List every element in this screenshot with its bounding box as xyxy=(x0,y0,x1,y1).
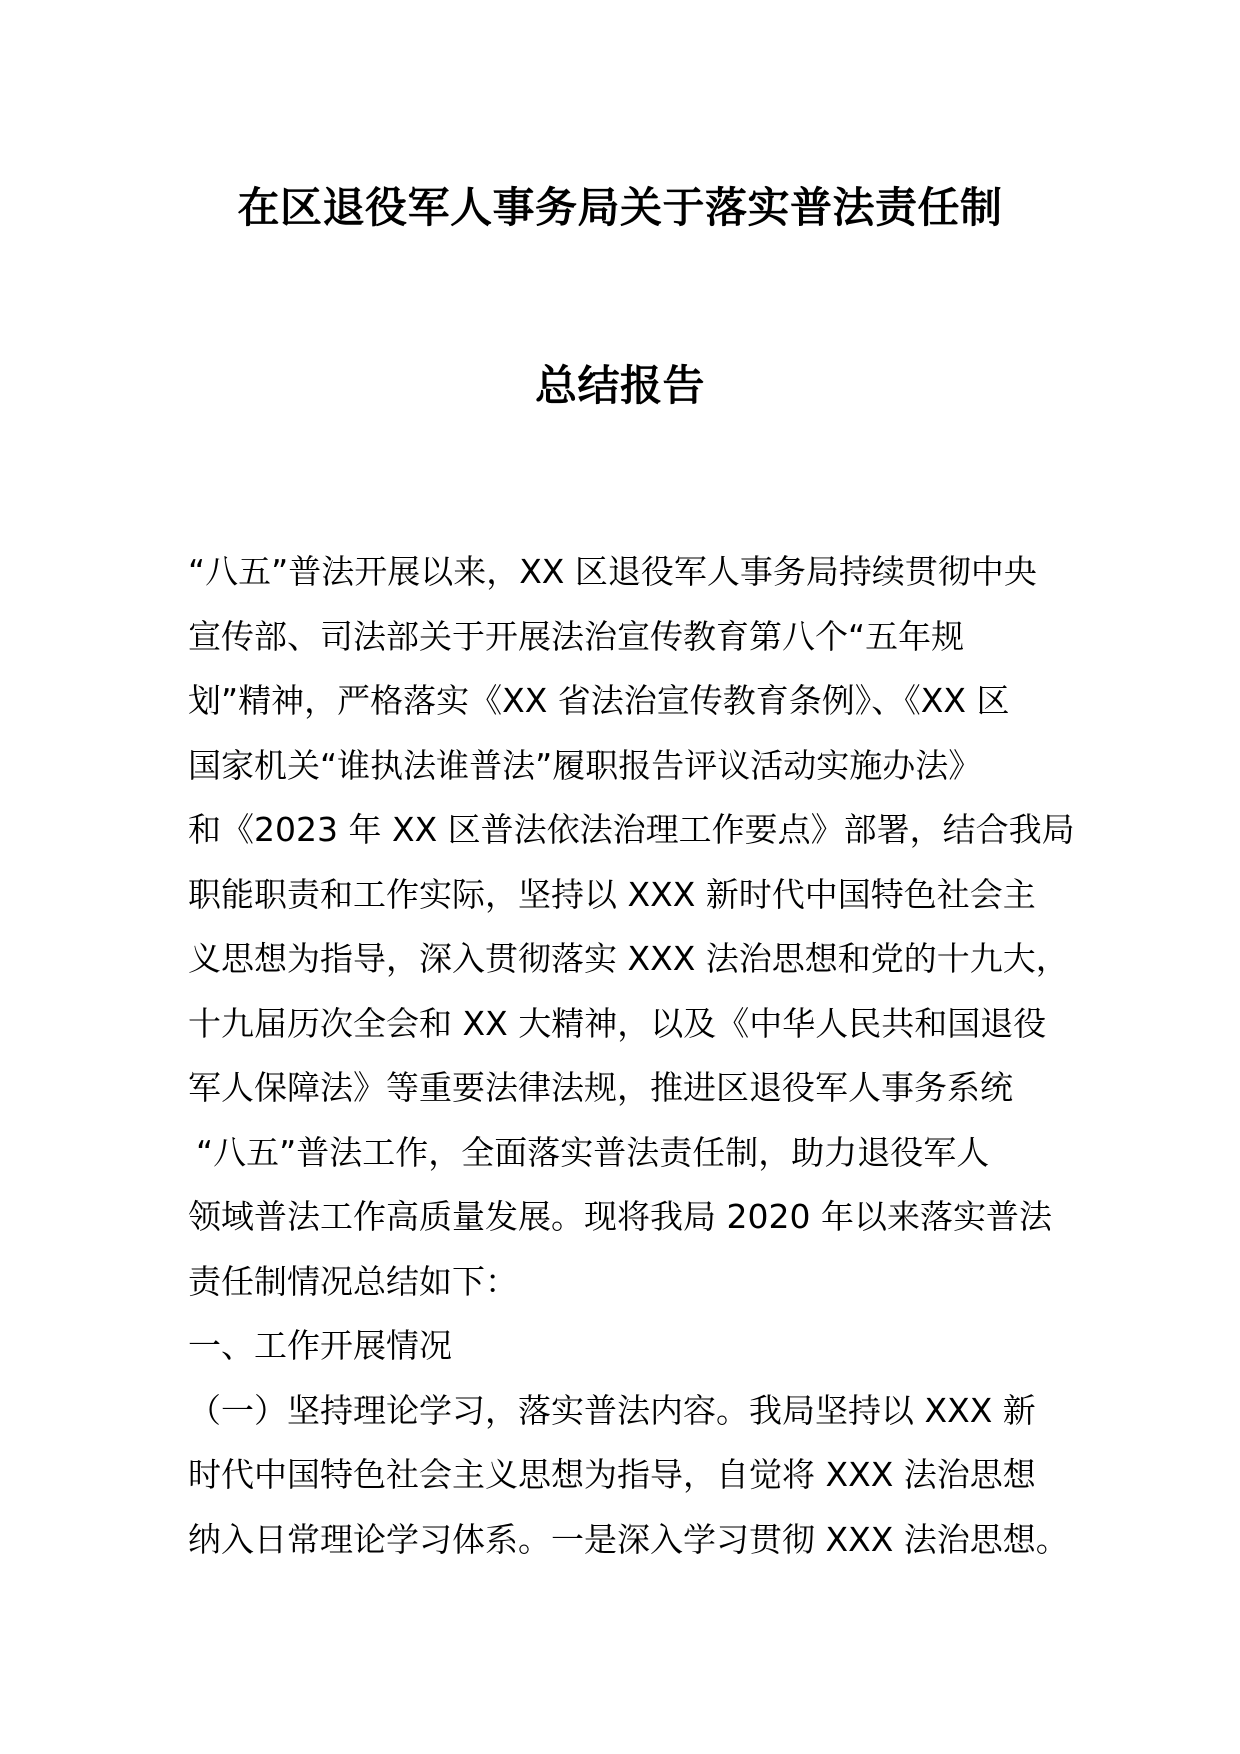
body-line: 时代中国特色社会主义思想为指导，自觉将 XXX 法治思想 xyxy=(188,1455,1036,1494)
body-line: 和《2023 年 XX 区普法依法治理工作要点》部署，结合我局 xyxy=(188,810,1075,849)
body-line: 宣传部、司法部关于开展法治宣传教育第八个“五年规 xyxy=(188,616,965,656)
body-line: 划”精神，严格落实《XX 省法治宣传教育条例》、《XX 区 xyxy=(188,681,1010,720)
section-heading: 一、工作开展情况 xyxy=(188,1326,452,1365)
body-line: “八五”普法工作，全面落实普法责任制，助力退役军人 xyxy=(196,1132,990,1172)
body-line: 纳入日常理论学习体系。一是深入学习贯彻 XXX 法治思想。 xyxy=(188,1519,1069,1559)
document-body xyxy=(188,540,1088,1572)
body-line: 十九届历次全会和 XX 大精神，以及《中华人民共和国退役 xyxy=(188,1003,1047,1043)
body-line: 职能职责和工作实际，坚持以 XXX 新时代中国特色社会主 xyxy=(188,874,1036,914)
body-line: “八五”普法开展以来，XX 区退役军人事务局持续贯彻中央 xyxy=(188,552,1037,591)
body-line: 义思想为指导，深入贯彻落实 XXX 法治思想和党的十九大， xyxy=(188,939,1069,978)
body-line: 国家机关“谁执法谁普法”履职报告评议活动实施办法》 xyxy=(188,745,982,785)
body-line: （一）坚持理论学习，落实普法内容。我局坚持以 XXX 新 xyxy=(188,1390,1036,1430)
document-title-line-2: 总结报告 xyxy=(534,361,705,410)
body-line: 责任制情况总结如下： xyxy=(188,1261,518,1301)
document-title-line-1: 在区退役军人事务局关于落实普法责任制 xyxy=(237,183,1003,232)
body-line: 军人保障法》等重要法律法规，推进区退役军人事务系统 xyxy=(188,1068,1013,1107)
body-line: 领域普法工作高质量发展。现将我局 2020 年以来落实普法 xyxy=(188,1197,1052,1236)
